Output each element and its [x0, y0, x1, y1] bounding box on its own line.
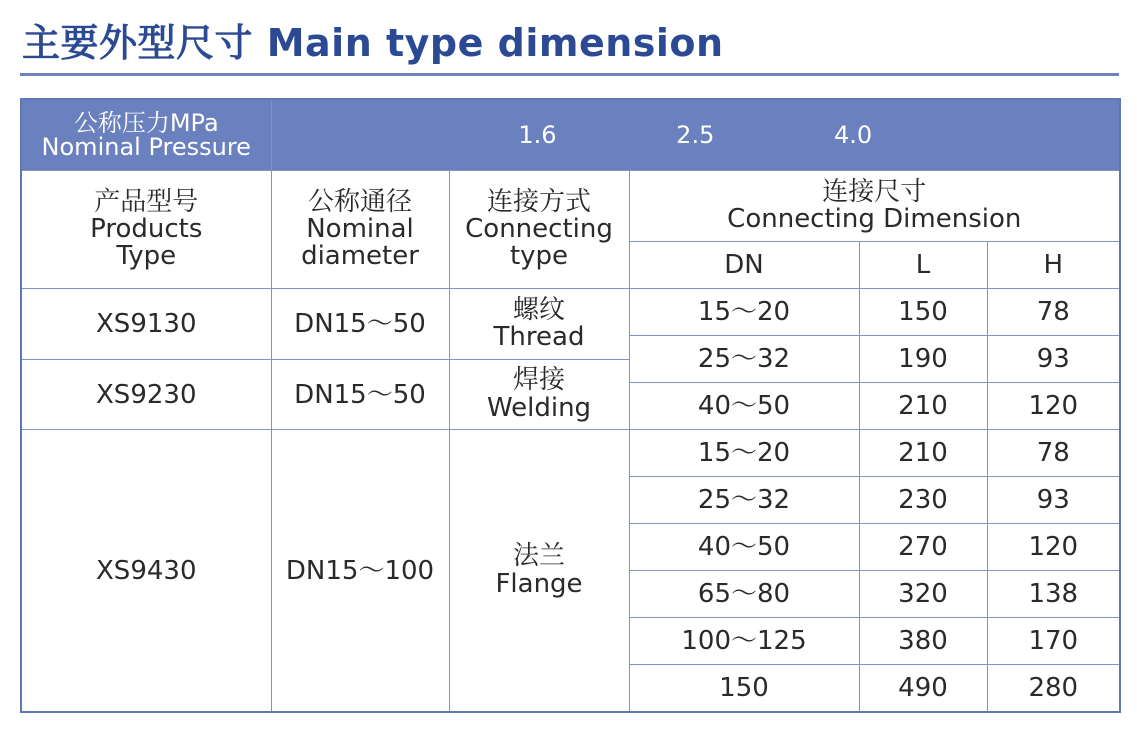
l-cell: 210 — [859, 430, 987, 477]
header-zh: 连接尺寸 — [822, 176, 927, 207]
l-cell: 380 — [859, 618, 987, 665]
dn-cell: 100～125 — [629, 618, 859, 665]
header-en: Connecting Dimension — [727, 204, 1022, 234]
h-cell: 93 — [987, 336, 1120, 383]
connection-en: Flange — [495, 568, 583, 599]
pressure-label-cell — [21, 99, 271, 171]
header-zh: 公称通径 — [307, 186, 412, 217]
product-type-header — [21, 171, 271, 289]
header-zh: 连接方式 — [486, 186, 591, 217]
l-cell: 270 — [859, 524, 987, 571]
header-zh: 产品型号 — [94, 186, 199, 217]
nominal-cell: DN15～50 — [271, 289, 449, 360]
l-cell: 210 — [859, 383, 987, 430]
pressure-value: 2.5 — [676, 121, 715, 149]
connecting-dimension-header — [629, 171, 1120, 242]
connection-zh: 法兰 — [512, 541, 565, 572]
table-row — [21, 430, 1120, 477]
dn-cell: 15～20 — [629, 289, 859, 336]
nominal-cell: DN15～50 — [271, 360, 449, 430]
l-cell: 190 — [859, 336, 987, 383]
connection-zh: 螺纹 — [512, 294, 565, 325]
product-cell: XS9130 — [21, 289, 271, 360]
dn-cell: 150 — [629, 665, 859, 713]
connection-en: Thread — [493, 322, 585, 352]
dn-cell: 40～50 — [629, 383, 859, 430]
pressure-label-en: Nominal Pressure — [41, 133, 251, 161]
header-en: diameter — [301, 241, 419, 272]
h-header: H — [987, 242, 1120, 289]
dn-cell: 15～20 — [629, 430, 859, 477]
column-header-row — [21, 171, 1120, 242]
connection-cell — [449, 289, 629, 360]
connection-cell — [449, 360, 629, 430]
connection-cell — [449, 430, 629, 713]
h-cell: 170 — [987, 618, 1120, 665]
product-cell: XS9430 — [21, 430, 271, 713]
l-cell: 320 — [859, 571, 987, 618]
table-row — [21, 289, 1120, 336]
page-title: 主要外型尺寸 Main type dimension — [22, 21, 724, 65]
nominal-diameter-header — [271, 171, 449, 289]
dn-cell: 65～80 — [629, 571, 859, 618]
title-divider — [20, 73, 1119, 76]
pressure-value: 1.6 — [518, 121, 557, 149]
header-en: Type — [116, 241, 177, 272]
pressure-label-zh: 公称压力MPa — [73, 109, 219, 137]
h-cell: 280 — [987, 665, 1120, 713]
pressure-row — [21, 99, 1120, 171]
h-cell: 120 — [987, 383, 1120, 430]
connection-en: Welding — [486, 392, 592, 423]
header-en: Products — [90, 213, 203, 244]
h-cell: 138 — [987, 571, 1120, 618]
dn-cell: 25～32 — [629, 336, 859, 383]
dn-cell: 40～50 — [629, 524, 859, 571]
h-cell: 78 — [987, 289, 1120, 336]
h-cell: 120 — [987, 524, 1120, 571]
dn-header: DN — [629, 242, 859, 289]
pressure-values-cell — [271, 99, 1120, 171]
header-en: Connecting — [465, 213, 613, 244]
h-cell: 78 — [987, 430, 1120, 477]
l-cell: 490 — [859, 665, 987, 713]
h-cell: 93 — [987, 477, 1120, 524]
product-cell: XS9230 — [21, 360, 271, 430]
l-cell: 230 — [859, 477, 987, 524]
connection-zh: 焊接 — [512, 365, 565, 396]
nominal-cell: DN15～100 — [271, 430, 449, 713]
l-cell: 150 — [859, 289, 987, 336]
header-en: type — [509, 241, 569, 272]
dimension-table — [20, 98, 1121, 713]
header-en: Nominal — [306, 213, 414, 244]
dn-cell: 25～32 — [629, 477, 859, 524]
pressure-value: 4.0 — [833, 121, 873, 149]
connecting-type-header — [449, 171, 629, 289]
l-header: L — [859, 242, 987, 289]
